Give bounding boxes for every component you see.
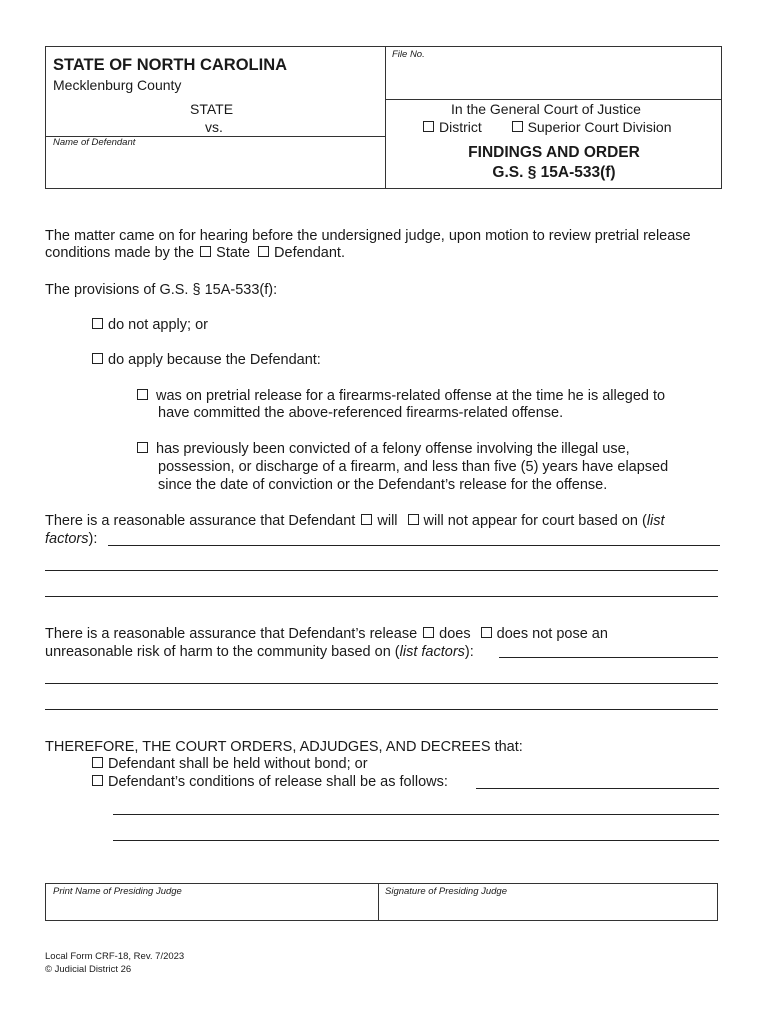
reason-2-line-2: possession, or discharge of a firearm, and less than five (5) years have elapsed: [158, 459, 669, 475]
copyright: © Judicial District 26: [45, 964, 132, 975]
harm-factors-line-2[interactable]: [45, 683, 718, 684]
superior-label: Superior Court Division: [527, 119, 672, 135]
provision-not-apply: [92, 316, 208, 334]
appearance-list-word: list: [646, 513, 665, 529]
county-name: Mecklenburg County: [53, 77, 182, 93]
reason-1-line-2: have committed the above-referenced firearms-related offense.: [158, 405, 564, 421]
harm-factors-line-3[interactable]: [45, 709, 718, 710]
caption-right-divider: [385, 99, 722, 100]
motion-defendant-checkbox[interactable]: [258, 246, 269, 257]
conditions-checkbox[interactable]: [92, 775, 103, 786]
provisions-heading: The provisions of G.S. § 15A-533(f):: [45, 282, 278, 298]
harm-list-factors: list factors: [399, 644, 465, 660]
does-label: does: [439, 626, 471, 642]
does-checkbox[interactable]: [423, 627, 434, 638]
state-title: STATE OF NORTH CAROLINA: [53, 56, 288, 74]
harm-factors-line-1[interactable]: [499, 657, 718, 658]
provision-apply: [92, 351, 321, 369]
form-title: FINDINGS AND ORDER: [468, 144, 640, 161]
order-option-1: [92, 755, 368, 773]
conditions-label: Defendant’s conditions of release shall be as follows:: [108, 774, 448, 790]
harm-prefix: There is a reasonable assurance that Defendant’s release: [45, 626, 418, 642]
will-not-label: will not appear for court based on (: [423, 513, 647, 529]
conditions-line-3[interactable]: [113, 840, 719, 841]
defendant-name-label: Name of Defendant: [53, 137, 136, 148]
signature-label: Signature of Presiding Judge: [385, 886, 507, 897]
appearance-line-2: [45, 530, 97, 548]
appearance-factors-line-3[interactable]: [45, 596, 718, 597]
appearance-end: ):: [88, 531, 98, 547]
appearance-line-1: [45, 512, 665, 530]
reason-2-line-3: since the date of conviction or the Defendant’s release for the offense.: [158, 477, 608, 493]
court-line: In the General Court of Justice: [451, 101, 641, 117]
does-not-label: does not pose an: [496, 626, 608, 642]
file-no-field[interactable]: [386, 62, 721, 98]
harm-end: ):: [464, 644, 474, 660]
reason-1: [137, 387, 665, 405]
appearance-prefix: There is a reasonable assurance that Defendant: [45, 513, 356, 529]
apply-checkbox[interactable]: [92, 353, 103, 364]
motion-state-checkbox[interactable]: [200, 246, 211, 257]
reason-1-checkbox[interactable]: [137, 389, 148, 400]
order-option-2: [92, 773, 448, 791]
appearance-factors-line-2[interactable]: [45, 570, 718, 571]
intro-line-2-prefix: conditions made by the: [45, 245, 195, 261]
reason-2-checkbox[interactable]: [137, 442, 148, 453]
intro-line-2: [45, 244, 345, 262]
motion-state-label: State: [216, 245, 251, 261]
signature-field[interactable]: [379, 898, 717, 920]
motion-defendant-label: Defendant.: [274, 245, 345, 261]
district-label: District: [439, 119, 482, 135]
superior-checkbox[interactable]: [512, 121, 523, 132]
order-heading: THEREFORE, THE COURT ORDERS, ADJUDGES, AND DECREES that:: [45, 739, 523, 755]
will-checkbox[interactable]: [361, 514, 372, 525]
conditions-line-1[interactable]: [476, 788, 719, 789]
not-apply-label: do not apply; or: [108, 317, 208, 333]
harm-line-2-prefix: unreasonable risk of harm to the community based on (: [45, 644, 400, 660]
reason-2-line-1: has previously been convicted of a felony offense involving the illegal use,: [156, 441, 630, 457]
reason-2: [137, 440, 630, 458]
appearance-factors-line-1[interactable]: [108, 545, 720, 546]
form-statute: G.S. § 15A-533(f): [492, 164, 616, 181]
will-not-checkbox[interactable]: [408, 514, 419, 525]
harm-line-2: [45, 643, 474, 661]
division-options: [423, 118, 672, 136]
form-id: Local Form CRF-18, Rev. 7/2023: [45, 951, 185, 962]
print-name-field[interactable]: [46, 898, 377, 920]
held-without-bond-checkbox[interactable]: [92, 757, 103, 768]
appearance-factors-word: factors: [45, 531, 89, 547]
state-party: STATE: [190, 101, 234, 117]
defendant-name-field[interactable]: [46, 150, 384, 188]
district-checkbox[interactable]: [423, 121, 434, 132]
does-not-checkbox[interactable]: [481, 627, 492, 638]
held-without-bond-label: Defendant shall be held without bond; or: [108, 756, 368, 772]
apply-label: do apply because the Defendant:: [108, 352, 321, 368]
not-apply-checkbox[interactable]: [92, 318, 103, 329]
harm-line-1: [45, 625, 608, 643]
versus: vs.: [205, 119, 223, 135]
conditions-line-2[interactable]: [113, 814, 719, 815]
will-label: will: [377, 513, 398, 529]
print-name-label: Print Name of Presiding Judge: [53, 886, 182, 897]
reason-1-line-1: was on pretrial release for a firearms-related offense at the time he is alleged to: [156, 388, 666, 404]
intro-line-1: The matter came on for hearing before the undersigned judge, upon motion to review pretrial release: [45, 228, 691, 244]
file-no-label: File No.: [392, 49, 425, 60]
